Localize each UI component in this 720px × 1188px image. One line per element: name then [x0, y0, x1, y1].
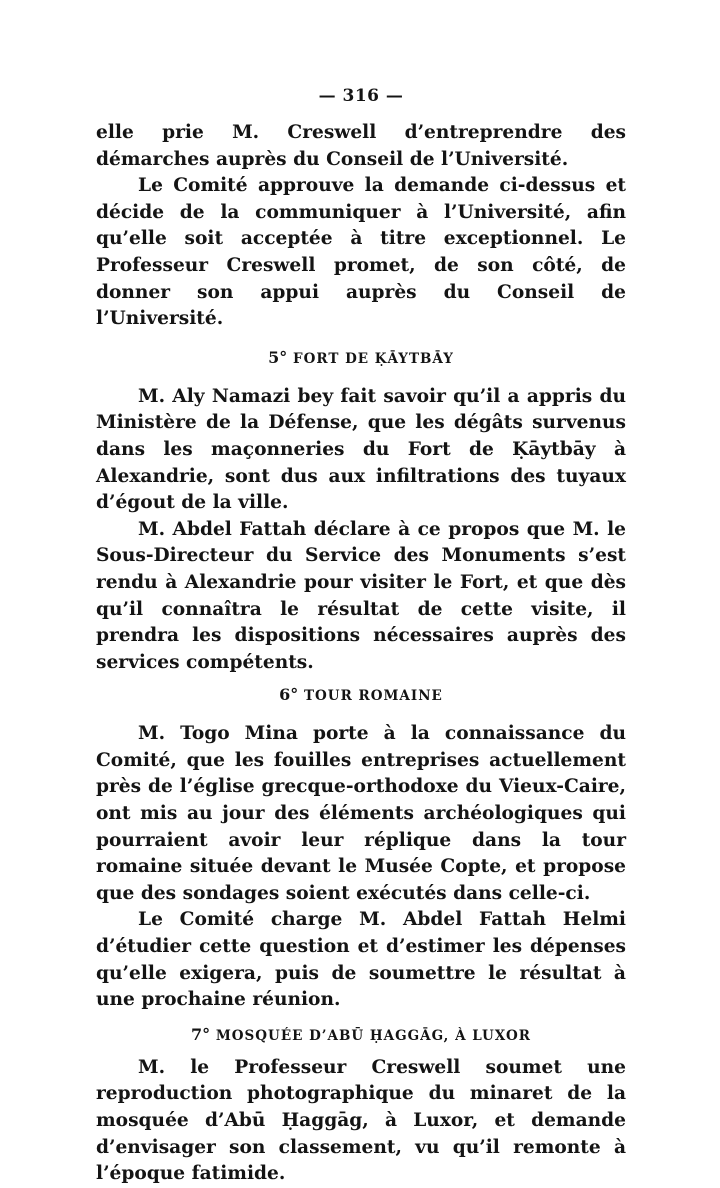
- section-title: MOSQUÉE D’ABŪ ḤAGGĀG, À LUXOR: [215, 1027, 531, 1044]
- document-page: [96, 86, 626, 1188]
- section-heading-mosquee-abu-haggag: [96, 1022, 626, 1049]
- paragraph-committee-charge: Le Comité charge M. Abdel Fattah Helmi d’étudier cette question et d’estimer les dépenses qu’elle exigera, puis de soumettre le résultat à une prochaine réunion.: [96, 909, 626, 1011]
- paragraph-committee-approval: Le Comité approuve la demande ci-dessus et décide de la communiquer à l’Université, afin qu’elle soit acceptée à titre exceptionnel. Le Professeur Creswell promet, de son côté, de donner son appui auprès du Conseil de l’Université.: [96, 175, 626, 330]
- page-number: — 316 —: [318, 86, 404, 106]
- paragraph-abdel-fattah: M. Abdel Fattah déclare à ce propos que M. le Sous-Directeur du Service des Monuments s’est rendu à Alexandrie pour visiter le Fort, et que dès qu’il connaîtra le résultat de cette visite, il prendra les dispositions nécessaires auprès des services compétents.: [96, 518, 626, 673]
- paragraph-namazi-report: M. Aly Namazi bey fait savoir qu’il a appris du Ministère de la Défense, que les dégâts survenus dans les maçonneries du Fort de Ḳāytbāy à Alexandrie, sont dus aux infiltrations des tuyaux d’égout de la ville.: [96, 385, 626, 514]
- paragraph-creswell-minaret: M. le Professeur Creswell soumet une reproduction photographique du minaret de la mosquée d’Abū Ḥaggāg, à Luxor, et demande d’envisager son classement, vu qu’il remonte à l’époque fatimide.: [96, 1056, 626, 1185]
- section-number: 6°: [279, 685, 299, 705]
- section-title: FORT DE ḲĀYTBĀY: [293, 350, 454, 367]
- section-number: 7°: [190, 1024, 211, 1044]
- section-title: TOUR ROMAINE: [304, 688, 443, 705]
- section-heading-fort-kaytbay: [96, 345, 626, 372]
- paragraph-continuation: elle prie M. Creswell d’entreprendre des démarches auprès du Conseil de l’Université.: [96, 122, 626, 170]
- section-number: 5°: [268, 347, 288, 367]
- paragraph-togo-mina: M. Togo Mina porte à la connaissance du Comité, que les fouilles entreprises actuellement près de l’église grecque-orthodoxe du Vieux-Caire, ont mis au jour des éléments archéologiques qui pourraient avoir leur réplique dans la tour romaine située devant le Musée Copte, et propose que des sondages soient exécutés dans celle-ci.: [96, 723, 626, 904]
- section-heading-tour-romaine: [96, 682, 626, 709]
